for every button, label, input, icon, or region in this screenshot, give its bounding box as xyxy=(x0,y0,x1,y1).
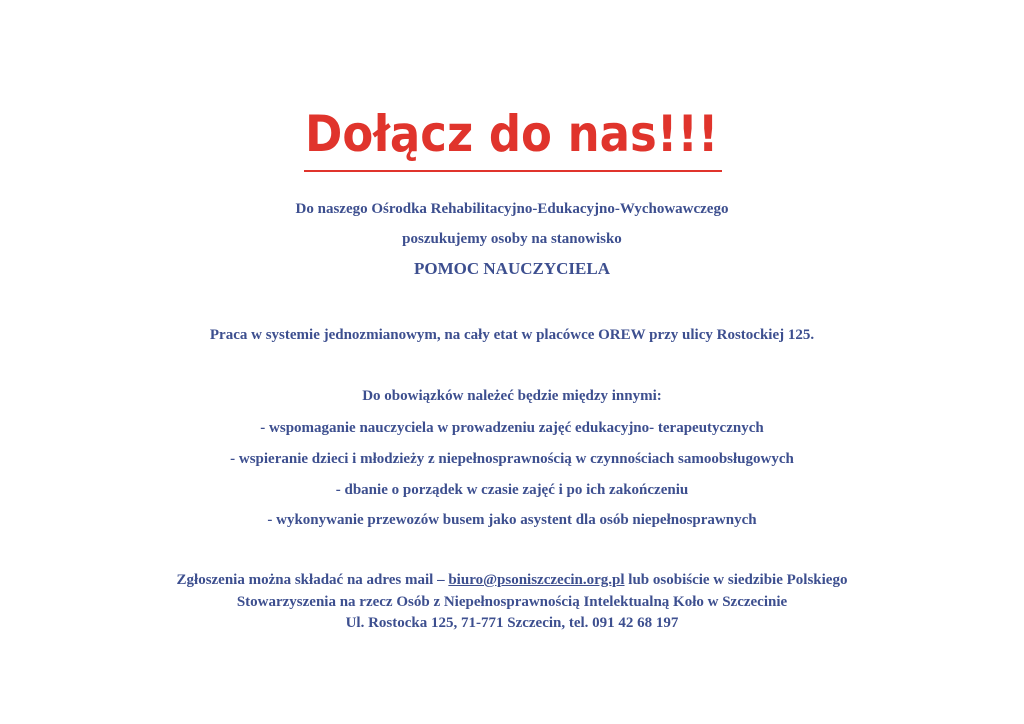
intro-line-2: poszukujemy osoby na stanowisko xyxy=(402,231,622,247)
headline-underline xyxy=(304,170,722,172)
contact-line-1 xyxy=(0,570,1024,590)
position-title: POMOC NAUCZYCIELA xyxy=(414,259,610,278)
duties-heading: Do obowiązków należeć będzie między innymi: xyxy=(362,388,662,404)
duty-item: - wykonywanie przewozów busem jako asystent dla osób niepełnosprawnych xyxy=(267,512,757,528)
contact-suffix: lub osobiście w siedzibie Polskiego xyxy=(624,572,848,588)
contact-address: Ul. Rostocka 125, 71-771 Szczecin, tel. 091 42 68 197 xyxy=(345,615,679,631)
headline xyxy=(0,102,1024,166)
email-link[interactable]: biuro@psoniszczecin.org.pl xyxy=(448,572,625,588)
headline-text: Dołącz do nas!!! xyxy=(305,105,719,163)
intro-line-1: Do naszego Ośrodka Rehabilitacyjno-Edukacyjno-Wychowawczego xyxy=(295,201,729,217)
duty-item: - wspomaganie nauczyciela w prowadzeniu zajęć edukacyjno- terapeutycznych xyxy=(260,420,764,436)
contact-line-2: Stowarzyszenia na rzecz Osób z Niepełnosprawnością Intelektualną Koło w Szczecinie xyxy=(236,594,788,610)
duty-item: - dbanie o porządek w czasie zajęć i po ich zakończeniu xyxy=(335,482,689,498)
contact-prefix: Zgłoszenia można składać na adres mail – xyxy=(176,572,449,588)
work-info: Praca w systemie jednozmianowym, na cały etat w placówce OREW przy ulicy Rostockiej 125. xyxy=(209,327,815,343)
duty-item: - wspieranie dzieci i młodzieży z niepełnosprawnością w czynnościach samoobsługowych xyxy=(230,451,794,467)
